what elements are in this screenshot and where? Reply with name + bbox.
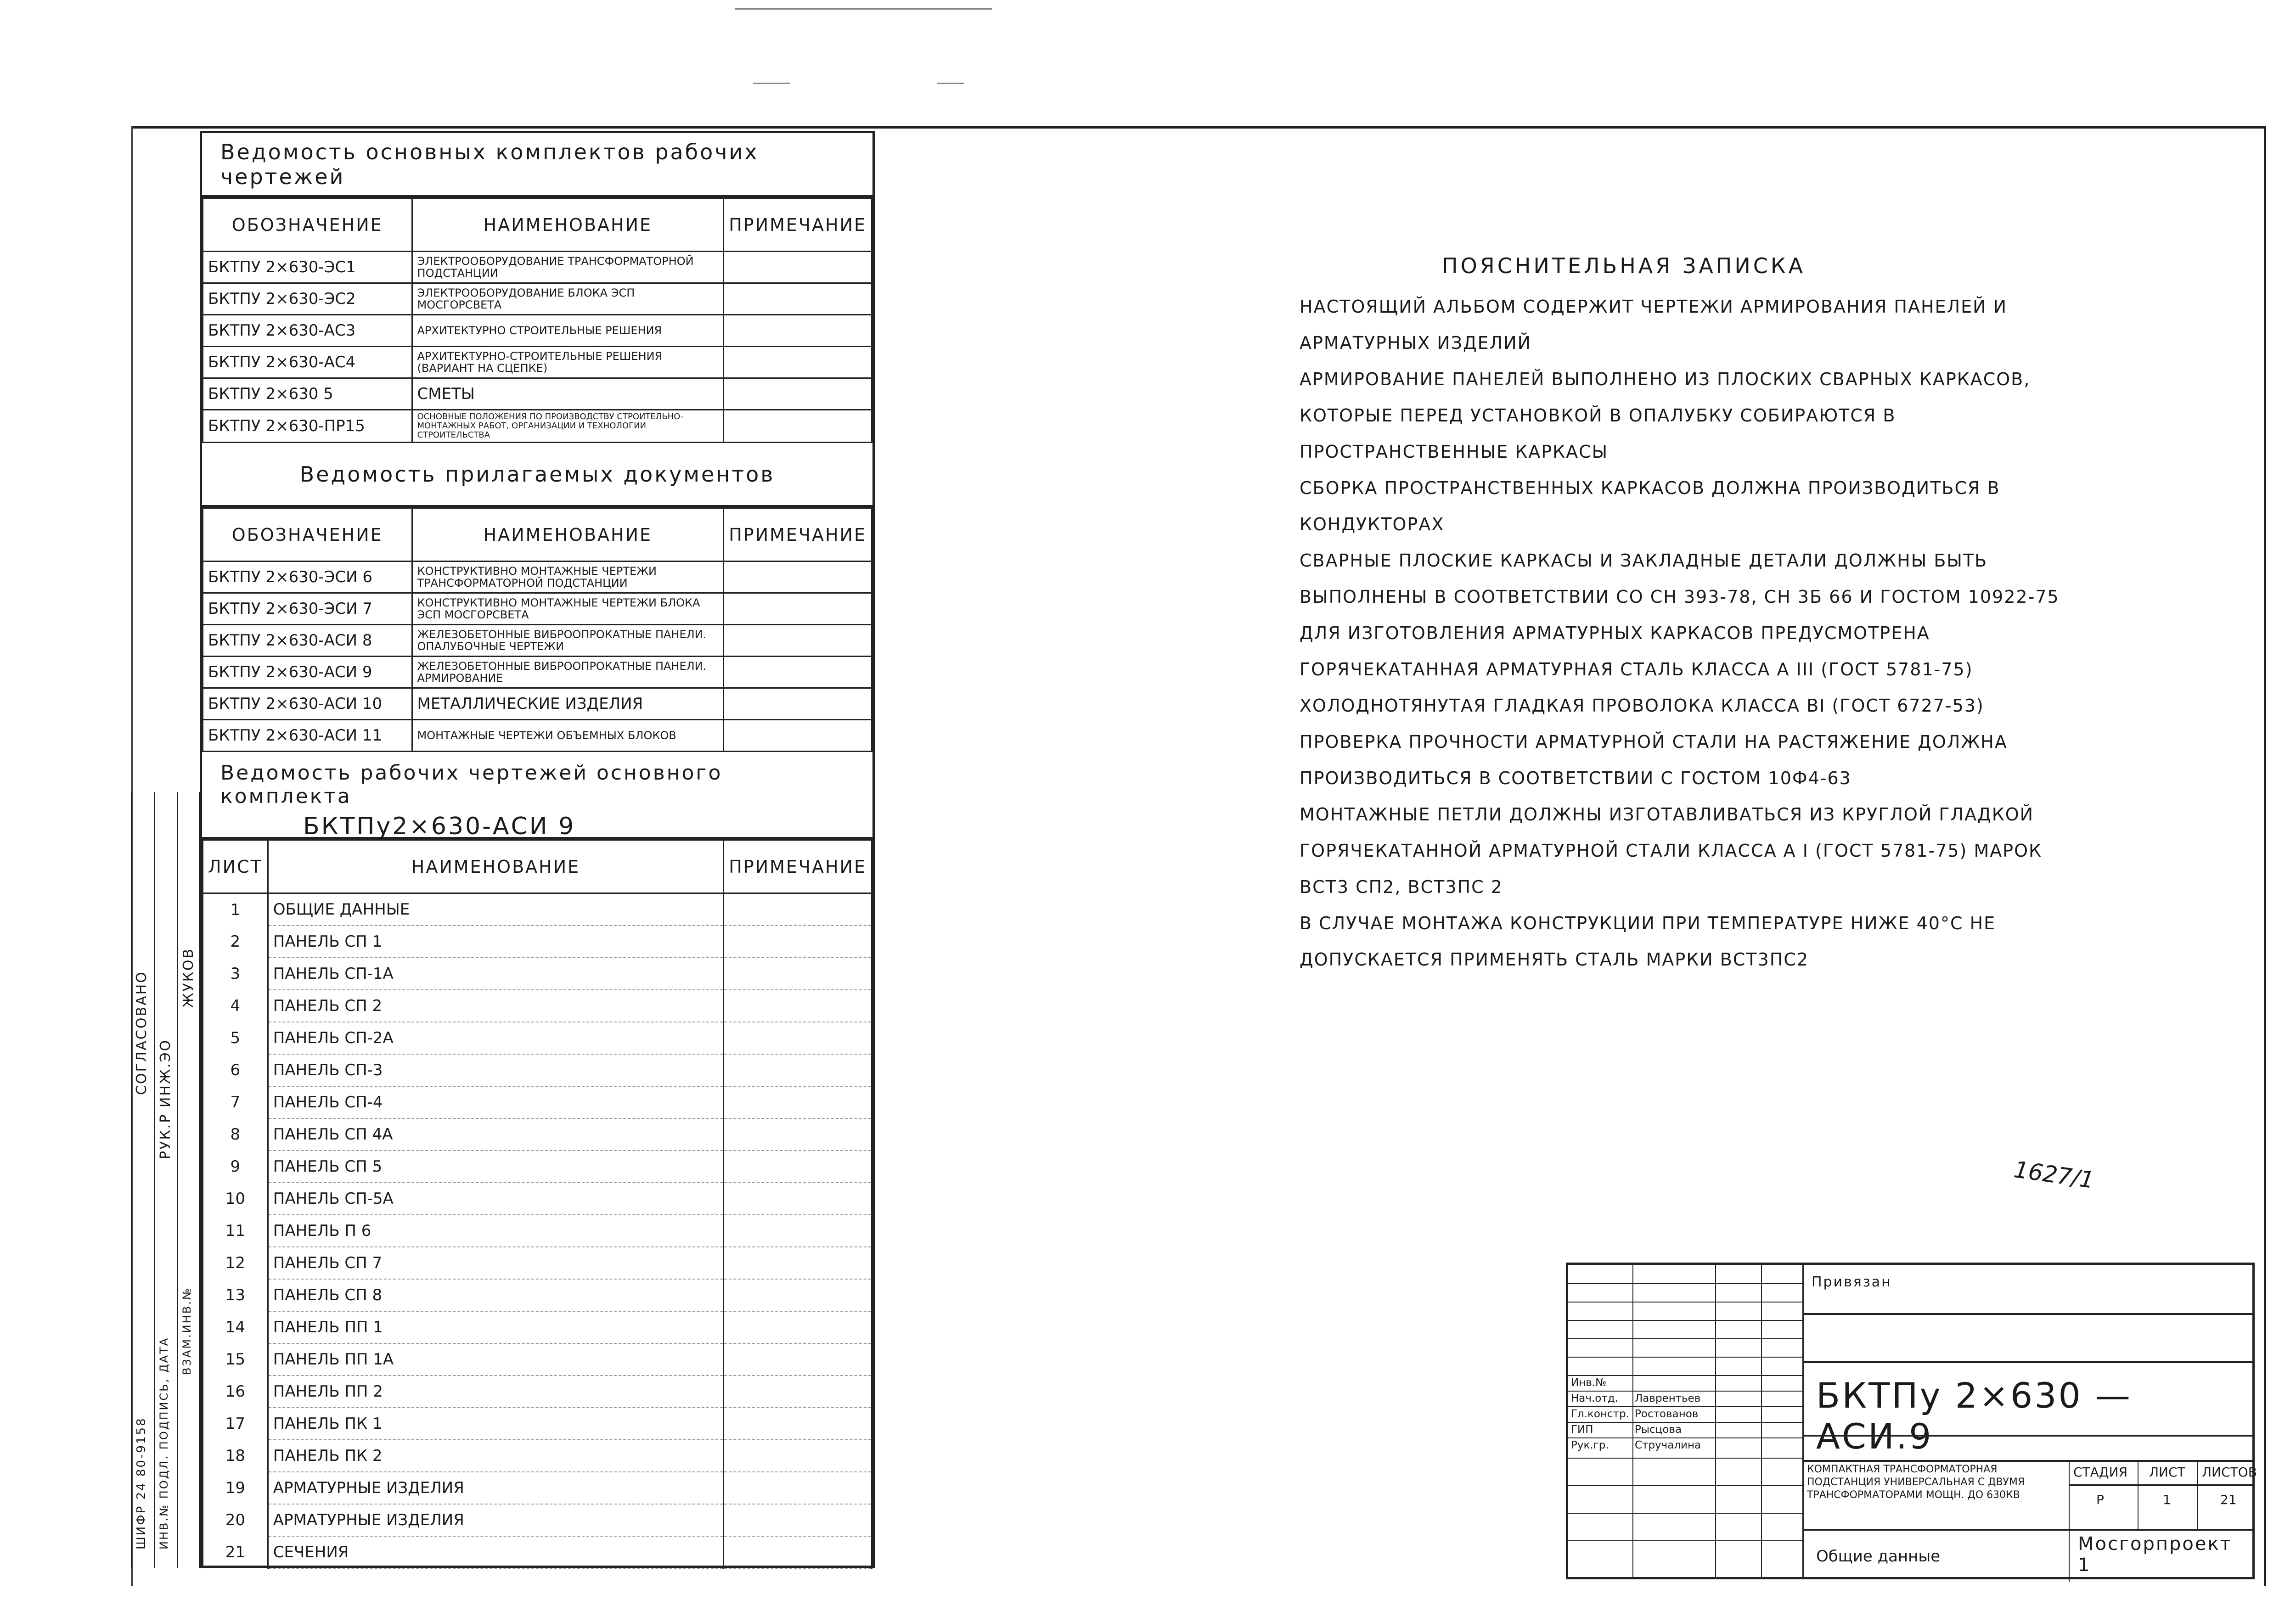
cell-name: МЕТАЛЛИЧЕСКИЕ ИЗДЕЛИЯ <box>412 688 724 720</box>
grid-row <box>1568 1458 1802 1474</box>
tb-line <box>1802 1361 2252 1363</box>
cell-sheet: 3 <box>203 958 268 990</box>
cell-designation: БКТПУ 2×630-ЭСИ 7 <box>203 593 412 625</box>
grid-row <box>1568 1513 1802 1529</box>
note-paragraph: ДЛЯ ИЗГОТОВЛЕНИЯ АРМАТУРНЫХ КАРКАСОВ ПРЕДУСМОТРЕНА ГОРЯЧЕКАТАННАЯ АРМАТУРНАЯ СТАЛЬ КЛАССА А III (ГОСТ 5781-75) ХОЛОДНОТЯНУТАЯ ГЛАДКАЯ ПРОВОЛОКА КЛАССА ВI (ГОСТ 6727-53) <box>1300 623 1984 716</box>
cell-name: ПАНЕЛЬ СП-5А <box>268 1183 723 1215</box>
table-row <box>203 1408 872 1440</box>
table-row <box>203 378 872 410</box>
stage-value: Р <box>2096 1492 2104 1507</box>
table-row <box>203 252 872 283</box>
cell-name: ОСНОВНЫЕ ПОЛОЖЕНИЯ ПО ПРОИЗВОДСТВУ СТРОИТЕЛЬНО-МОНТАЖНЫХ РАБОТ, ОРГАНИЗАЦИИ И ТЕХНОЛОГИИ СТРОИТЕЛЬСТВА <box>412 410 724 443</box>
table-row <box>203 958 872 990</box>
signature-role: Нач.отд. <box>1571 1392 1618 1404</box>
main-register-table <box>202 197 872 443</box>
approver-role: РУК.Р ИНЖ.ЭО <box>158 1039 174 1159</box>
cell-name: АРМАТУРНЫЕ ИЗДЕЛИЯ <box>268 1504 723 1536</box>
cell-note <box>724 1054 872 1086</box>
note-paragraph: МОНТАЖНЫЕ ПЕТЛИ ДОЛЖНЫ ИЗГОТАВЛИВАТЬСЯ ИЗ КРУГЛОЙ ГЛАДКОЙ ГОРЯЧЕКАТАННОЙ АРМАТУРНОЙ СТАЛИ КЛАССА А I (ГОСТ 5781-75) МАРОК ВСТ3 СП2, ВСТ3ПС 2 <box>1300 804 2043 897</box>
cell-sheet: 16 <box>203 1375 268 1408</box>
table-row <box>203 283 872 315</box>
cell-name: МОНТАЖНЫЕ ЧЕРТЕЖИ ОБЪЕМНЫХ БЛОКОВ <box>412 720 724 752</box>
cell-sheet: 14 <box>203 1311 268 1343</box>
note-paragraph: СВАРНЫЕ ПЛОСКИЕ КАРКАСЫ И ЗАКЛАДНЫЕ ДЕТАЛИ ДОЛЖНЫ БЫТЬ ВЫПОЛНЕНЫ В СООТВЕТСТВИИ СО СН 393-78, СН 3Б 66 И ГОСТОМ 10922-75 <box>1300 550 2060 607</box>
cell-name: ПАНЕЛЬ СП 8 <box>268 1279 723 1311</box>
header-designation: ОБОЗНАЧЕНИЕ <box>203 198 412 252</box>
header-note: ПРИМЕЧАНИЕ <box>724 840 872 893</box>
cell-name: ПАНЕЛЬ СП-1А <box>268 958 723 990</box>
cell-designation: БКТПУ 2×630 5 <box>203 378 412 410</box>
approval-stamp <box>131 792 200 1568</box>
cipher-label: ШИФР 24 80-9158 <box>135 1417 148 1549</box>
signature-role: Гл.констр. <box>1571 1408 1629 1420</box>
table-row <box>203 1343 872 1375</box>
table-row <box>203 990 872 1022</box>
cell-sheet: 20 <box>203 1504 268 1536</box>
cell-note <box>724 1022 872 1054</box>
sheet-label: ЛИСТ <box>2149 1465 2185 1480</box>
attached-register-title: Ведомость прилагаемых документов <box>202 443 872 507</box>
table-row <box>203 1311 872 1343</box>
table-row <box>203 315 872 347</box>
cell-name: ПАНЕЛЬ ПП 1 <box>268 1311 723 1343</box>
cell-note <box>724 1086 872 1118</box>
cell-name: ПАНЕЛЬ ПП 2 <box>268 1375 723 1408</box>
note-paragraph: АРМИРОВАНИЕ ПАНЕЛЕЙ ВЫПОЛНЕНО ИЗ ПЛОСКИХ СВАРНЫХ КАРКАСОВ, КОТОРЫЕ ПЕРЕД УСТАНОВКОЙ В ОПАЛУБКУ СОБИРАЮТСЯ В ПРОСТРАНСТВЕННЫЕ КАРКАСЫ <box>1300 369 2031 462</box>
tb-line <box>1802 1435 2252 1437</box>
cell-designation: БКТПУ 2×630-АСИ 9 <box>203 657 412 688</box>
cell-note <box>724 893 872 926</box>
signature-row <box>1568 1437 1802 1454</box>
cell-sheet: 18 <box>203 1440 268 1472</box>
cell-note <box>724 720 872 752</box>
cell-note <box>724 1279 872 1311</box>
table-row <box>203 1151 872 1183</box>
cell-name: ПАНЕЛЬ СП-4 <box>268 1086 723 1118</box>
cell-sheet: 19 <box>203 1472 268 1504</box>
tb-line <box>1802 1529 2252 1531</box>
note-paragraph: НАСТОЯЩИЙ АЛЬБОМ СОДЕРЖИТ ЧЕРТЕЖИ АРМИРОВАНИЯ ПАНЕЛЕЙ И АРМАТУРНЫХ ИЗДЕЛИЙ <box>1300 297 2008 353</box>
table-row <box>203 561 872 593</box>
linked-label: Привязан <box>1812 1274 1892 1290</box>
cell-name: ПАНЕЛЬ СП 2 <box>268 990 723 1022</box>
cell-note <box>724 283 872 315</box>
cell-name: ЭЛЕКТРООБОРУДОВАНИЕ БЛОКА ЭСП МОСГОРСВЕТА <box>412 283 724 315</box>
cell-name: ЖЕЛЕЗОБЕТОННЫЕ ВИБРООПРОКАТНЫЕ ПАНЕЛИ. АРМИРОВАНИЕ <box>412 657 724 688</box>
table-row <box>203 1375 872 1408</box>
table-row <box>203 657 872 688</box>
grid-row <box>1568 1283 1802 1300</box>
cell-note <box>724 990 872 1022</box>
note-paragraph: ПРОВЕРКА ПРОЧНОСТИ АРМАТУРНОЙ СТАЛИ НА РАСТЯЖЕНИЕ ДОЛЖНА ПРОИЗВОДИТЬСЯ В СООТВЕТСТВИИ С ГОСТОМ 10Ф4-63 <box>1300 732 2008 788</box>
signature-grid <box>1568 1265 1804 1577</box>
stamp-line <box>199 792 200 1568</box>
header-name: НАИМЕНОВАНИЕ <box>412 198 724 252</box>
tb-line <box>2069 1484 2252 1486</box>
cell-sheet: 15 <box>203 1343 268 1375</box>
stamp-line <box>177 792 178 1568</box>
table-row <box>203 1504 872 1536</box>
grid-row <box>1568 1540 1802 1557</box>
frame-top <box>131 126 2266 129</box>
cell-designation: БКТПУ 2×630-ПР15 <box>203 410 412 443</box>
cell-name: ПАНЕЛЬ СП 7 <box>268 1247 723 1279</box>
grid-row <box>1568 1485 1802 1502</box>
cell-note <box>724 1215 872 1247</box>
cell-sheet: 2 <box>203 926 268 958</box>
cell-name: СЕЧЕНИЯ <box>268 1536 723 1568</box>
cell-sheet: 4 <box>203 990 268 1022</box>
cell-name: АРМАТУРНЫЕ ИЗДЕЛИЯ <box>268 1472 723 1504</box>
cell-name: АРХИТЕКТУРНО СТРОИТЕЛЬНЫЕ РЕШЕНИЯ <box>412 315 724 347</box>
sheet-content-title: Общие данные <box>1816 1547 1941 1566</box>
table-row <box>203 410 872 443</box>
signature-role: Инв.№ <box>1571 1377 1607 1389</box>
cell-name: КОНСТРУКТИВНО МОНТАЖНЫЕ ЧЕРТЕЖИ ТРАНСФОРМАТОРНОЙ ПОДСТАНЦИИ <box>412 561 724 593</box>
signature-row <box>1568 1375 1802 1392</box>
cell-name: ПАНЕЛЬ П 6 <box>268 1215 723 1247</box>
cell-name: ЖЕЛЕЗОБЕТОННЫЕ ВИБРООПРОКАТНЫЕ ПАНЕЛИ. ОПАЛУБОЧНЫЕ ЧЕРТЕЖИ <box>412 625 724 657</box>
cell-note <box>724 1408 872 1440</box>
note-paragraph: СБОРКА ПРОСТРАНСТВЕННЫХ КАРКАСОВ ДОЛЖНА ПРОИЗВОДИТЬСЯ В КОНДУКТОРАХ <box>1300 478 2000 534</box>
attached-register-table <box>202 507 872 752</box>
cell-name: ПАНЕЛЬ СП 1 <box>268 926 723 958</box>
table-row <box>203 347 872 378</box>
cell-sheet: 9 <box>203 1151 268 1183</box>
table-row <box>203 1022 872 1054</box>
grid-row <box>1568 1338 1802 1355</box>
explanatory-note <box>1300 248 2080 978</box>
cell-name: ПАНЕЛЬ ПП 1А <box>268 1343 723 1375</box>
table-row <box>203 1440 872 1472</box>
table-row <box>203 593 872 625</box>
table-row <box>203 688 872 720</box>
cell-note <box>724 1504 872 1536</box>
cell-sheet: 7 <box>203 1086 268 1118</box>
signature-name: Рысцова <box>1635 1424 1682 1436</box>
cell-name: ЭЛЕКТРООБОРУДОВАНИЕ ТРАНСФОРМАТОРНОЙ ПОДСТАНЦИИ <box>412 252 724 283</box>
cell-designation: БКТПУ 2×630-ЭС1 <box>203 252 412 283</box>
cell-name: ОБЩИЕ ДАННЫЕ <box>268 893 723 926</box>
cell-name: ПАНЕЛЬ ПК 2 <box>268 1440 723 1472</box>
registers-panel <box>200 131 875 1568</box>
cell-note <box>724 1247 872 1279</box>
cell-note <box>724 625 872 657</box>
table-row <box>203 1054 872 1086</box>
sheet-list-table <box>202 839 872 1569</box>
tb-line <box>2069 1460 2070 1582</box>
header-name: НАИМЕНОВАНИЕ <box>268 840 723 893</box>
table-row <box>203 1215 872 1247</box>
signature-name: Стручалина <box>1635 1439 1701 1451</box>
cell-note <box>724 1472 872 1504</box>
table-row <box>203 1472 872 1504</box>
cell-name: ПАНЕЛЬ СП-3 <box>268 1054 723 1086</box>
table-row <box>203 926 872 958</box>
marginal-number: 1627/1 <box>2012 1156 2096 1194</box>
cell-note <box>724 252 872 283</box>
table-row <box>203 1086 872 1118</box>
cell-sheet: 21 <box>203 1536 268 1568</box>
signature-row <box>1568 1391 1802 1407</box>
cell-note <box>724 926 872 958</box>
main-register-title: Ведомость основных комплектов рабочих чертежей <box>202 133 872 197</box>
signature-role: Рук.гр. <box>1571 1439 1609 1451</box>
cell-designation: БКТПУ 2×630-АСИ 11 <box>203 720 412 752</box>
tb-line <box>1802 1460 2252 1462</box>
table-row <box>203 1279 872 1311</box>
cell-note <box>724 593 872 625</box>
replacement-label: ВЗАМ.ИНВ.№ <box>180 1287 193 1375</box>
cell-note <box>724 410 872 443</box>
header-note: ПРИМЕЧАНИЕ <box>724 198 872 252</box>
cell-sheet: 8 <box>203 1118 268 1151</box>
cell-sheet: 13 <box>203 1279 268 1311</box>
table-row <box>203 625 872 657</box>
cell-name: КОНСТРУКТИВНО МОНТАЖНЫЕ ЧЕРТЕЖИ БЛОКА ЭСП МОСГОРСВЕТА <box>412 593 724 625</box>
sheets-value: 21 <box>2220 1492 2237 1507</box>
cell-note <box>724 347 872 378</box>
table-row <box>203 893 872 926</box>
table-row <box>203 1183 872 1215</box>
cell-designation: БКТПУ 2×630-ЭСИ 6 <box>203 561 412 593</box>
cell-designation: БКТПУ 2×630-АС4 <box>203 347 412 378</box>
grid-row <box>1568 1320 1802 1336</box>
cell-name: ПАНЕЛЬ ПК 1 <box>268 1408 723 1440</box>
cell-note <box>724 657 872 688</box>
cell-note <box>724 1183 872 1215</box>
sheet-value: 1 <box>2163 1492 2171 1507</box>
cell-note <box>724 1343 872 1375</box>
cell-sheet: 6 <box>203 1054 268 1086</box>
cell-note <box>724 1118 872 1151</box>
cell-sheet: 1 <box>203 893 268 926</box>
header-note: ПРИМЕЧАНИЕ <box>724 508 872 561</box>
header-sheet: ЛИСТ <box>203 840 268 893</box>
cell-sheet: 5 <box>203 1022 268 1054</box>
cell-name: АРХИТЕКТУРНО-СТРОИТЕЛЬНЫЕ РЕШЕНИЯ (ВАРИАНТ НА СЦЕПКЕ) <box>412 347 724 378</box>
cell-note <box>724 1151 872 1183</box>
table-row <box>203 1247 872 1279</box>
sheet-list-title <box>202 752 872 839</box>
cell-name: ПАНЕЛЬ СП-2А <box>268 1022 723 1054</box>
signature-row <box>1568 1422 1802 1438</box>
cell-sheet: 11 <box>203 1215 268 1247</box>
cell-sheet: 12 <box>203 1247 268 1279</box>
note-paragraph: В СЛУЧАЕ МОНТАЖА КОНСТРУКЦИИ ПРИ ТЕМПЕРАТУРЕ НИЖЕ 40°С НЕ ДОПУСКАЕТСЯ ПРИМЕНЯТЬ СТАЛЬ МАРКИ ВСТ3ПС2 <box>1300 913 1996 970</box>
organization: Мосгорпроект 1 <box>2078 1533 2232 1576</box>
approver-name: ЖУКОВ <box>180 947 197 1008</box>
cell-name: ПАНЕЛЬ СП 4А <box>268 1118 723 1151</box>
stage-label: СТАДИЯ <box>2073 1465 2128 1480</box>
cell-sheet: 10 <box>203 1183 268 1215</box>
scan-mark <box>753 83 790 84</box>
cell-designation: БКТПУ 2×630-АСИ 8 <box>203 625 412 657</box>
cell-note <box>724 1440 872 1472</box>
stamp-line <box>154 792 155 1568</box>
cell-note <box>724 1375 872 1408</box>
scan-mark <box>937 83 964 84</box>
sheet-list-heading: Ведомость рабочих чертежей основного комплекта <box>220 761 723 808</box>
cell-note <box>724 688 872 720</box>
tb-line <box>1802 1313 2252 1315</box>
table-row <box>203 1118 872 1151</box>
title-block <box>1566 1263 2255 1579</box>
cell-designation: БКТПУ 2×630-АСИ 10 <box>203 688 412 720</box>
stamp-line <box>131 792 132 1568</box>
table-row <box>203 720 872 752</box>
cell-note <box>724 315 872 347</box>
header-designation: ОБОЗНАЧЕНИЕ <box>203 508 412 561</box>
cell-name: СМЕТЫ <box>412 378 724 410</box>
document-code: БКТПу 2×630 — АСИ.9 <box>1816 1375 2133 1457</box>
table-row <box>203 1536 872 1568</box>
cell-designation: БКТПУ 2×630-ЭС2 <box>203 283 412 315</box>
tb-line <box>2197 1460 2198 1529</box>
inv-label: ИНВ.№ ПОДЛ. ПОДПИСЬ, ДАТА <box>158 1336 170 1549</box>
signature-name: Лаврентьев <box>1635 1392 1701 1404</box>
cell-sheet: 17 <box>203 1408 268 1440</box>
scan-mark <box>735 8 992 10</box>
cell-name: ПАНЕЛЬ СП 5 <box>268 1151 723 1183</box>
cell-note <box>724 1311 872 1343</box>
grid-row <box>1568 1302 1802 1318</box>
sheet-list-code: БКТПу2×630-АСИ 9 <box>303 813 576 840</box>
frame-right <box>2264 126 2266 1586</box>
note-title: ПОЯСНИТЕЛЬНАЯ ЗАПИСКА <box>1442 253 1806 278</box>
cell-note <box>724 958 872 990</box>
signature-name: Ростованов <box>1635 1408 1699 1420</box>
cell-note <box>724 1536 872 1568</box>
header-name: НАИМЕНОВАНИЕ <box>412 508 724 561</box>
cell-note <box>724 378 872 410</box>
signature-role: ГИП <box>1571 1424 1593 1436</box>
cell-designation: БКТПУ 2×630-АС3 <box>203 315 412 347</box>
grid-row <box>1568 1357 1802 1373</box>
cell-note <box>724 561 872 593</box>
project-description: КОМПАКТНАЯ ТРАНСФОРМАТОРНАЯ ПОДСТАНЦИЯ УНИВЕРСАЛЬНАЯ С ДВУМЯ ТРАНСФОРМАТОРАМИ МОЩН. ДО 630КВ <box>1807 1464 2025 1501</box>
agreed-label: СОГЛАСОВАНО <box>134 971 150 1095</box>
signature-row <box>1568 1406 1802 1423</box>
sheets-label: ЛИСТОВ <box>2202 1465 2257 1480</box>
